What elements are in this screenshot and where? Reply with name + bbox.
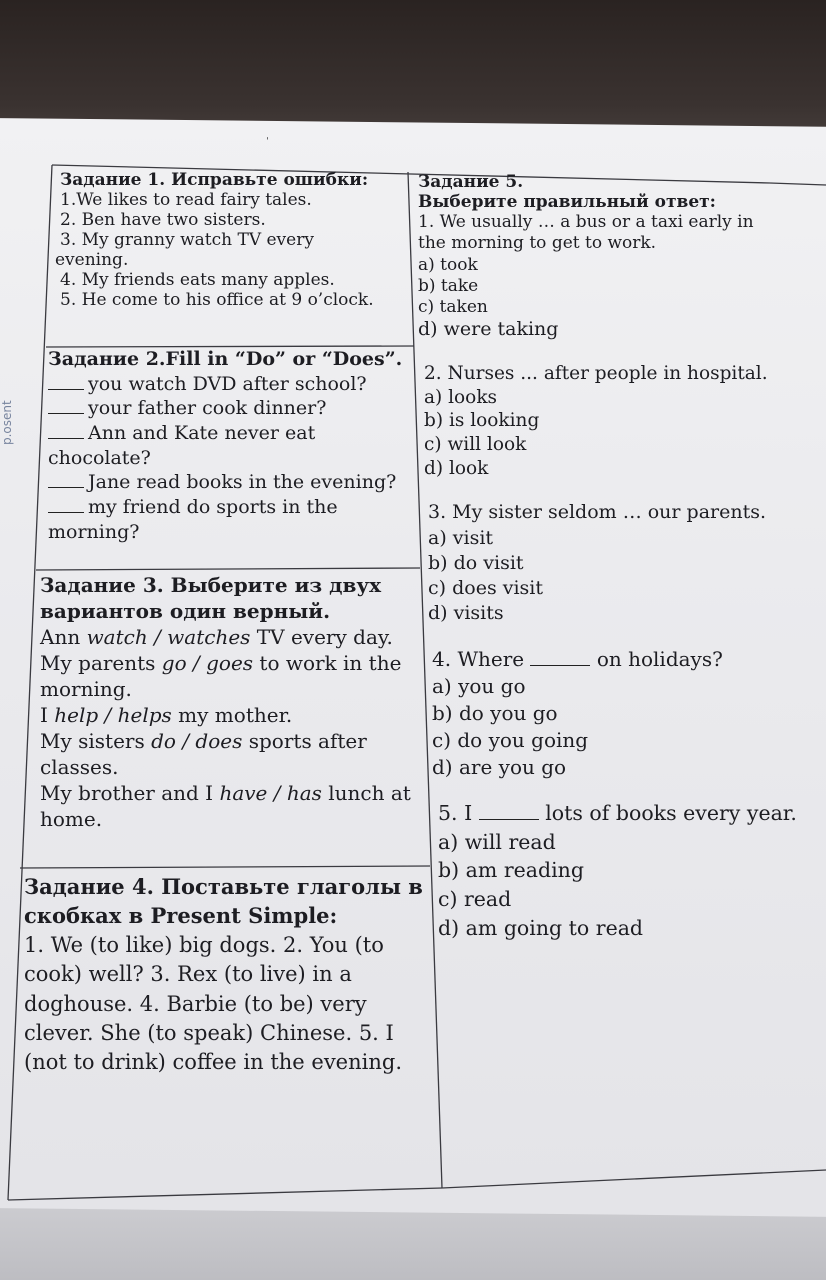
task2-line: you watch DVD after school?	[88, 372, 367, 395]
task3-choice[interactable]: help / helps	[54, 703, 172, 727]
answer-option[interactable]: c) read	[438, 886, 512, 911]
task3-text: My parents	[40, 651, 162, 675]
answer-blank[interactable]	[479, 819, 539, 820]
question-text: 4. Where	[432, 646, 525, 671]
task2-title: Задание 2.Fill in “Do” or “Does”.	[48, 348, 403, 370]
task3-text: to work in the	[253, 651, 402, 675]
task1-line: 4. My friends eats many apples.	[60, 270, 335, 291]
task5-cell	[418, 172, 797, 942]
answer-blank[interactable]	[48, 389, 84, 390]
task3-text: My brother and I	[40, 781, 220, 805]
task1-cell	[55, 170, 408, 311]
answer-option[interactable]: b) do you go	[432, 700, 558, 725]
answer-option[interactable]: b) is looking	[424, 410, 540, 432]
task3-choice[interactable]: go / goes	[161, 651, 254, 675]
question-text: lots of books every year.	[545, 800, 797, 825]
task3-choice[interactable]: do / does	[151, 729, 243, 753]
answer-option[interactable]: a) looks	[424, 386, 498, 408]
answer-option[interactable]: a) you go	[432, 673, 526, 698]
answer-blank[interactable]	[48, 413, 84, 414]
pen-tick: ˈ	[266, 137, 269, 148]
task4-title: скобках в Present Simple:	[24, 903, 338, 929]
answer-option[interactable]: d) visits	[428, 601, 504, 624]
task3-text: classes.	[40, 755, 119, 779]
task2-line: Ann and Kate never eat	[88, 422, 316, 445]
answer-option[interactable]: d) were taking	[418, 318, 559, 341]
answer-option[interactable]: a) will read	[438, 829, 556, 854]
task4-line: doghouse. 4. Barbie (to be) very	[24, 991, 367, 1016]
task4-title: Задание 4. Поставьте глаголы в	[24, 874, 423, 899]
question-text: 5. I	[438, 800, 473, 825]
answer-option[interactable]: b) take	[418, 275, 479, 296]
task3-text: My sisters	[40, 729, 152, 753]
question-4	[432, 646, 788, 781]
task4-line: (not to drink) coffee in the evening.	[24, 1050, 402, 1075]
task3-title: Задание 3. Выберите из двух	[40, 573, 382, 597]
answer-option[interactable]: b) am reading	[438, 858, 584, 883]
task5-title: Задание 5.	[418, 172, 524, 192]
task3-title: вариантов один верный.	[40, 599, 331, 623]
task3-text: lunch at	[321, 781, 411, 805]
question-text: 2. Nurses ... after people in hospital.	[424, 363, 768, 385]
question-1	[418, 212, 788, 342]
question-5	[438, 799, 797, 942]
task5-subtitle: Выберите правильный ответ:	[418, 192, 716, 213]
answer-option[interactable]: d) look	[424, 457, 489, 479]
task3-text: home.	[40, 807, 103, 831]
task4-line: 1. We (to like) big dogs. 2. You (to	[24, 932, 384, 957]
question-text: 1. We usually … a bus or a taxi early in	[418, 212, 754, 233]
task4-line: cook) well? 3. Rex (to live) in a	[24, 962, 352, 987]
answer-option[interactable]: c) will look	[424, 434, 527, 456]
task3-choice[interactable]: watch / watches	[86, 625, 251, 649]
task3-text: I	[40, 703, 55, 727]
answer-blank[interactable]	[530, 665, 590, 666]
answer-option[interactable]: a) visit	[428, 526, 494, 549]
question-3	[428, 500, 788, 625]
task2-line: my friend do sports in the	[88, 496, 338, 519]
answer-option[interactable]: b) do visit	[428, 551, 524, 574]
task2-cell	[48, 347, 418, 545]
question-text: 3. My sister seldom … our parents.	[428, 501, 767, 524]
task1-line: 2. Ben have two sisters.	[60, 210, 266, 231]
task2-line: Jane read books in the evening?	[88, 471, 397, 494]
question-2	[424, 362, 788, 480]
task2-line: your father cook dinner?	[88, 397, 327, 420]
answer-blank[interactable]	[48, 487, 84, 488]
margin-handwriting: p.osent	[0, 400, 14, 445]
question-text: on holidays?	[596, 646, 723, 671]
task1-line: 5. He come to his office at 9 o’clock.	[60, 290, 374, 311]
task3-text: Ann	[40, 625, 87, 649]
task2-line: morning?	[48, 520, 140, 543]
task3-cell	[40, 572, 420, 832]
answer-option[interactable]: d) am going to read	[438, 915, 644, 940]
task3-text: my mother.	[171, 703, 293, 727]
task4-line: clever. She (to speak) Chinese. 5. I	[24, 1020, 394, 1045]
answer-option[interactable]: c) does visit	[428, 576, 544, 599]
task4-cell	[24, 872, 424, 1078]
answer-blank[interactable]	[48, 438, 84, 439]
task3-text: sports after	[242, 729, 367, 753]
question-text: the morning to get to work.	[418, 233, 657, 254]
answer-blank[interactable]	[48, 512, 84, 513]
answer-option[interactable]: c) taken	[418, 297, 488, 318]
task2-line: chocolate?	[48, 446, 151, 469]
task1-line: 1.We likes to read fairy tales.	[60, 190, 312, 211]
answer-option[interactable]: c) do you going	[432, 727, 589, 752]
answer-option[interactable]: a) took	[418, 254, 478, 275]
task3-text: morning.	[40, 677, 132, 701]
task1-line: 3. My granny watch TV every	[60, 230, 314, 251]
answer-option[interactable]: d) are you go	[432, 754, 567, 779]
task3-text: TV every day.	[250, 625, 393, 649]
task3-choice[interactable]: have / has	[219, 781, 322, 805]
task1-title: Задание 1. Исправьте ошибки:	[60, 170, 369, 190]
task1-line: evening.	[55, 250, 129, 271]
